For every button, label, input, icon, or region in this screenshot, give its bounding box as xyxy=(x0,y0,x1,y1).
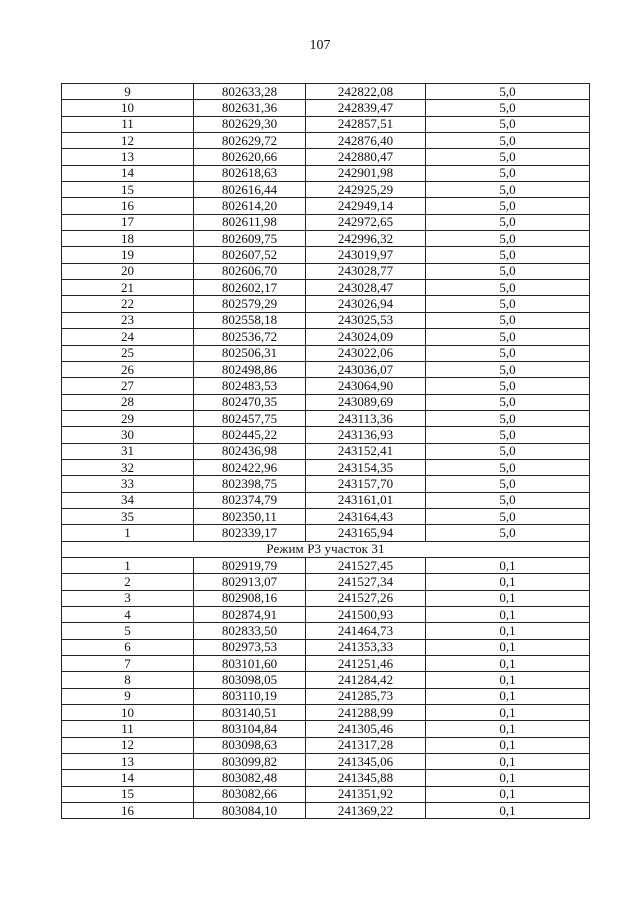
y-coordinate-cell: 243157,70 xyxy=(306,476,426,492)
x-coordinate-cell: 802350,11 xyxy=(194,508,306,524)
x-coordinate-cell: 802913,07 xyxy=(194,574,306,590)
value-cell: 0,1 xyxy=(426,705,590,721)
y-coordinate-cell: 241284,42 xyxy=(306,672,426,688)
point-number-cell: 22 xyxy=(62,296,194,312)
point-number-cell: 20 xyxy=(62,263,194,279)
table-row xyxy=(62,312,590,328)
x-coordinate-cell: 802620,66 xyxy=(194,149,306,165)
value-cell: 5,0 xyxy=(426,443,590,459)
y-coordinate-cell: 241345,88 xyxy=(306,770,426,786)
point-number-cell: 12 xyxy=(62,737,194,753)
x-coordinate-cell: 802629,30 xyxy=(194,116,306,132)
x-coordinate-cell: 803082,48 xyxy=(194,770,306,786)
table-row xyxy=(62,345,590,361)
value-cell: 5,0 xyxy=(426,492,590,508)
point-number-cell: 5 xyxy=(62,623,194,639)
table-row xyxy=(62,116,590,132)
table-row xyxy=(62,508,590,524)
table-row xyxy=(62,329,590,345)
point-number-cell: 18 xyxy=(62,231,194,247)
table-row xyxy=(62,574,590,590)
table-row xyxy=(62,84,590,100)
x-coordinate-cell: 803098,05 xyxy=(194,672,306,688)
point-number-cell: 15 xyxy=(62,182,194,198)
x-coordinate-cell: 802618,63 xyxy=(194,165,306,181)
value-cell: 0,1 xyxy=(426,656,590,672)
point-number-cell: 28 xyxy=(62,394,194,410)
y-coordinate-cell: 241527,34 xyxy=(306,574,426,590)
point-number-cell: 13 xyxy=(62,754,194,770)
value-cell: 5,0 xyxy=(426,296,590,312)
x-coordinate-cell: 802470,35 xyxy=(194,394,306,410)
y-coordinate-cell: 243165,94 xyxy=(306,525,426,541)
value-cell: 5,0 xyxy=(426,84,590,100)
table-row xyxy=(62,427,590,443)
value-cell: 5,0 xyxy=(426,378,590,394)
x-coordinate-cell: 802498,86 xyxy=(194,361,306,377)
point-number-cell: 29 xyxy=(62,410,194,426)
point-number-cell: 13 xyxy=(62,149,194,165)
x-coordinate-cell: 802398,75 xyxy=(194,476,306,492)
table-row xyxy=(62,607,590,623)
table-body-bottom xyxy=(62,557,590,819)
table-row xyxy=(62,590,590,606)
value-cell: 5,0 xyxy=(426,198,590,214)
y-coordinate-cell: 243028,47 xyxy=(306,280,426,296)
y-coordinate-cell: 243113,36 xyxy=(306,410,426,426)
section-row xyxy=(62,541,590,557)
x-coordinate-cell: 802339,17 xyxy=(194,525,306,541)
value-cell: 0,1 xyxy=(426,770,590,786)
x-coordinate-cell: 802631,36 xyxy=(194,100,306,116)
point-number-cell: 24 xyxy=(62,329,194,345)
y-coordinate-cell: 241305,46 xyxy=(306,721,426,737)
point-number-cell: 26 xyxy=(62,361,194,377)
y-coordinate-cell: 241500,93 xyxy=(306,607,426,623)
table-row xyxy=(62,705,590,721)
x-coordinate-cell: 802422,96 xyxy=(194,459,306,475)
section-title: Режим Р3 участок 31 xyxy=(62,541,590,557)
y-coordinate-cell: 242880,47 xyxy=(306,149,426,165)
y-coordinate-cell: 243154,35 xyxy=(306,459,426,475)
value-cell: 0,1 xyxy=(426,672,590,688)
value-cell: 0,1 xyxy=(426,607,590,623)
y-coordinate-cell: 243019,97 xyxy=(306,247,426,263)
table-row xyxy=(62,182,590,198)
y-coordinate-cell: 241317,28 xyxy=(306,737,426,753)
x-coordinate-cell: 802602,17 xyxy=(194,280,306,296)
point-number-cell: 34 xyxy=(62,492,194,508)
point-number-cell: 8 xyxy=(62,672,194,688)
y-coordinate-cell: 242972,65 xyxy=(306,214,426,230)
y-coordinate-cell: 241353,33 xyxy=(306,639,426,655)
y-coordinate-cell: 241527,45 xyxy=(306,557,426,573)
point-number-cell: 16 xyxy=(62,198,194,214)
value-cell: 0,1 xyxy=(426,737,590,753)
y-coordinate-cell: 242876,40 xyxy=(306,133,426,149)
table-row xyxy=(62,214,590,230)
value-cell: 5,0 xyxy=(426,214,590,230)
table-row xyxy=(62,476,590,492)
point-number-cell: 11 xyxy=(62,116,194,132)
y-coordinate-cell: 242996,32 xyxy=(306,231,426,247)
y-coordinate-cell: 242901,98 xyxy=(306,165,426,181)
x-coordinate-cell: 802579,29 xyxy=(194,296,306,312)
value-cell: 5,0 xyxy=(426,329,590,345)
x-coordinate-cell: 803110,19 xyxy=(194,688,306,704)
y-coordinate-cell: 241527,26 xyxy=(306,590,426,606)
value-cell: 5,0 xyxy=(426,410,590,426)
table-row xyxy=(62,754,590,770)
point-number-cell: 14 xyxy=(62,165,194,181)
point-number-cell: 19 xyxy=(62,247,194,263)
point-number-cell: 9 xyxy=(62,688,194,704)
x-coordinate-cell: 802483,53 xyxy=(194,378,306,394)
value-cell: 0,1 xyxy=(426,623,590,639)
point-number-cell: 21 xyxy=(62,280,194,296)
table-row xyxy=(62,803,590,819)
table-row xyxy=(62,231,590,247)
value-cell: 5,0 xyxy=(426,525,590,541)
y-coordinate-cell: 241464,73 xyxy=(306,623,426,639)
value-cell: 0,1 xyxy=(426,786,590,802)
x-coordinate-cell: 802973,53 xyxy=(194,639,306,655)
x-coordinate-cell: 803098,63 xyxy=(194,737,306,753)
y-coordinate-cell: 243161,01 xyxy=(306,492,426,508)
y-coordinate-cell: 241285,73 xyxy=(306,688,426,704)
table-row xyxy=(62,623,590,639)
x-coordinate-cell: 803084,10 xyxy=(194,803,306,819)
x-coordinate-cell: 802558,18 xyxy=(194,312,306,328)
point-number-cell: 23 xyxy=(62,312,194,328)
table-body-top xyxy=(62,84,590,542)
point-number-cell: 17 xyxy=(62,214,194,230)
point-number-cell: 16 xyxy=(62,803,194,819)
table-row xyxy=(62,296,590,312)
coordinates-table xyxy=(61,83,590,819)
y-coordinate-cell: 243022,06 xyxy=(306,345,426,361)
y-coordinate-cell: 243025,53 xyxy=(306,312,426,328)
value-cell: 5,0 xyxy=(426,133,590,149)
x-coordinate-cell: 802374,79 xyxy=(194,492,306,508)
x-coordinate-cell: 802833,50 xyxy=(194,623,306,639)
x-coordinate-cell: 802629,72 xyxy=(194,133,306,149)
x-coordinate-cell: 802536,72 xyxy=(194,329,306,345)
value-cell: 5,0 xyxy=(426,508,590,524)
table-row xyxy=(62,672,590,688)
x-coordinate-cell: 802506,31 xyxy=(194,345,306,361)
value-cell: 5,0 xyxy=(426,459,590,475)
table-row xyxy=(62,770,590,786)
table-row xyxy=(62,639,590,655)
table-row xyxy=(62,378,590,394)
y-coordinate-cell: 241369,22 xyxy=(306,803,426,819)
value-cell: 5,0 xyxy=(426,312,590,328)
x-coordinate-cell: 803082,66 xyxy=(194,786,306,802)
y-coordinate-cell: 242839,47 xyxy=(306,100,426,116)
x-coordinate-cell: 802611,98 xyxy=(194,214,306,230)
point-number-cell: 3 xyxy=(62,590,194,606)
point-number-cell: 33 xyxy=(62,476,194,492)
y-coordinate-cell: 243024,09 xyxy=(306,329,426,345)
table-row xyxy=(62,688,590,704)
x-coordinate-cell: 802614,20 xyxy=(194,198,306,214)
point-number-cell: 32 xyxy=(62,459,194,475)
table-row xyxy=(62,443,590,459)
point-number-cell: 14 xyxy=(62,770,194,786)
value-cell: 5,0 xyxy=(426,247,590,263)
point-number-cell: 35 xyxy=(62,508,194,524)
point-number-cell: 12 xyxy=(62,133,194,149)
point-number-cell: 30 xyxy=(62,427,194,443)
point-number-cell: 1 xyxy=(62,557,194,573)
value-cell: 5,0 xyxy=(426,100,590,116)
table-row xyxy=(62,198,590,214)
y-coordinate-cell: 242822,08 xyxy=(306,84,426,100)
value-cell: 0,1 xyxy=(426,803,590,819)
table-row xyxy=(62,247,590,263)
value-cell: 5,0 xyxy=(426,263,590,279)
y-coordinate-cell: 242925,29 xyxy=(306,182,426,198)
x-coordinate-cell: 802874,91 xyxy=(194,607,306,623)
table-row xyxy=(62,656,590,672)
table-row xyxy=(62,100,590,116)
value-cell: 0,1 xyxy=(426,574,590,590)
point-number-cell: 31 xyxy=(62,443,194,459)
table-row xyxy=(62,737,590,753)
point-number-cell: 9 xyxy=(62,84,194,100)
value-cell: 5,0 xyxy=(426,280,590,296)
point-number-cell: 25 xyxy=(62,345,194,361)
value-cell: 5,0 xyxy=(426,116,590,132)
value-cell: 5,0 xyxy=(426,345,590,361)
table-row xyxy=(62,410,590,426)
table-row xyxy=(62,280,590,296)
point-number-cell: 7 xyxy=(62,656,194,672)
point-number-cell: 6 xyxy=(62,639,194,655)
table-section xyxy=(62,541,590,557)
value-cell: 0,1 xyxy=(426,557,590,573)
x-coordinate-cell: 802616,44 xyxy=(194,182,306,198)
y-coordinate-cell: 243136,93 xyxy=(306,427,426,443)
y-coordinate-cell: 243028,77 xyxy=(306,263,426,279)
y-coordinate-cell: 241288,99 xyxy=(306,705,426,721)
x-coordinate-cell: 802606,70 xyxy=(194,263,306,279)
x-coordinate-cell: 802607,52 xyxy=(194,247,306,263)
value-cell: 5,0 xyxy=(426,476,590,492)
table-row xyxy=(62,133,590,149)
value-cell: 5,0 xyxy=(426,427,590,443)
table-row xyxy=(62,263,590,279)
value-cell: 0,1 xyxy=(426,754,590,770)
point-number-cell: 15 xyxy=(62,786,194,802)
y-coordinate-cell: 243164,43 xyxy=(306,508,426,524)
y-coordinate-cell: 243152,41 xyxy=(306,443,426,459)
table-row xyxy=(62,557,590,573)
value-cell: 0,1 xyxy=(426,688,590,704)
table-row xyxy=(62,525,590,541)
point-number-cell: 27 xyxy=(62,378,194,394)
y-coordinate-cell: 241345,06 xyxy=(306,754,426,770)
value-cell: 5,0 xyxy=(426,165,590,181)
point-number-cell: 11 xyxy=(62,721,194,737)
x-coordinate-cell: 803101,60 xyxy=(194,656,306,672)
value-cell: 0,1 xyxy=(426,639,590,655)
y-coordinate-cell: 243064,90 xyxy=(306,378,426,394)
table-row xyxy=(62,361,590,377)
y-coordinate-cell: 241251,46 xyxy=(306,656,426,672)
value-cell: 5,0 xyxy=(426,182,590,198)
point-number-cell: 4 xyxy=(62,607,194,623)
x-coordinate-cell: 802908,16 xyxy=(194,590,306,606)
value-cell: 5,0 xyxy=(426,231,590,247)
value-cell: 0,1 xyxy=(426,590,590,606)
x-coordinate-cell: 803099,82 xyxy=(194,754,306,770)
page-number: 107 xyxy=(309,38,331,53)
point-number-cell: 1 xyxy=(62,525,194,541)
value-cell: 5,0 xyxy=(426,149,590,165)
x-coordinate-cell: 802609,75 xyxy=(194,231,306,247)
table-row xyxy=(62,492,590,508)
value-cell: 0,1 xyxy=(426,721,590,737)
table-row xyxy=(62,786,590,802)
point-number-cell: 10 xyxy=(62,100,194,116)
table-row xyxy=(62,165,590,181)
x-coordinate-cell: 802919,79 xyxy=(194,557,306,573)
y-coordinate-cell: 242857,51 xyxy=(306,116,426,132)
point-number-cell: 2 xyxy=(62,574,194,590)
table-row xyxy=(62,459,590,475)
table-row xyxy=(62,721,590,737)
x-coordinate-cell: 802436,98 xyxy=(194,443,306,459)
y-coordinate-cell: 243089,69 xyxy=(306,394,426,410)
x-coordinate-cell: 802457,75 xyxy=(194,410,306,426)
y-coordinate-cell: 241351,92 xyxy=(306,786,426,802)
value-cell: 5,0 xyxy=(426,394,590,410)
point-number-cell: 10 xyxy=(62,705,194,721)
table-row xyxy=(62,149,590,165)
x-coordinate-cell: 802445,22 xyxy=(194,427,306,443)
y-coordinate-cell: 243026,94 xyxy=(306,296,426,312)
value-cell: 5,0 xyxy=(426,361,590,377)
x-coordinate-cell: 803140,51 xyxy=(194,705,306,721)
x-coordinate-cell: 803104,84 xyxy=(194,721,306,737)
table-row xyxy=(62,394,590,410)
y-coordinate-cell: 242949,14 xyxy=(306,198,426,214)
y-coordinate-cell: 243036,07 xyxy=(306,361,426,377)
x-coordinate-cell: 802633,28 xyxy=(194,84,306,100)
